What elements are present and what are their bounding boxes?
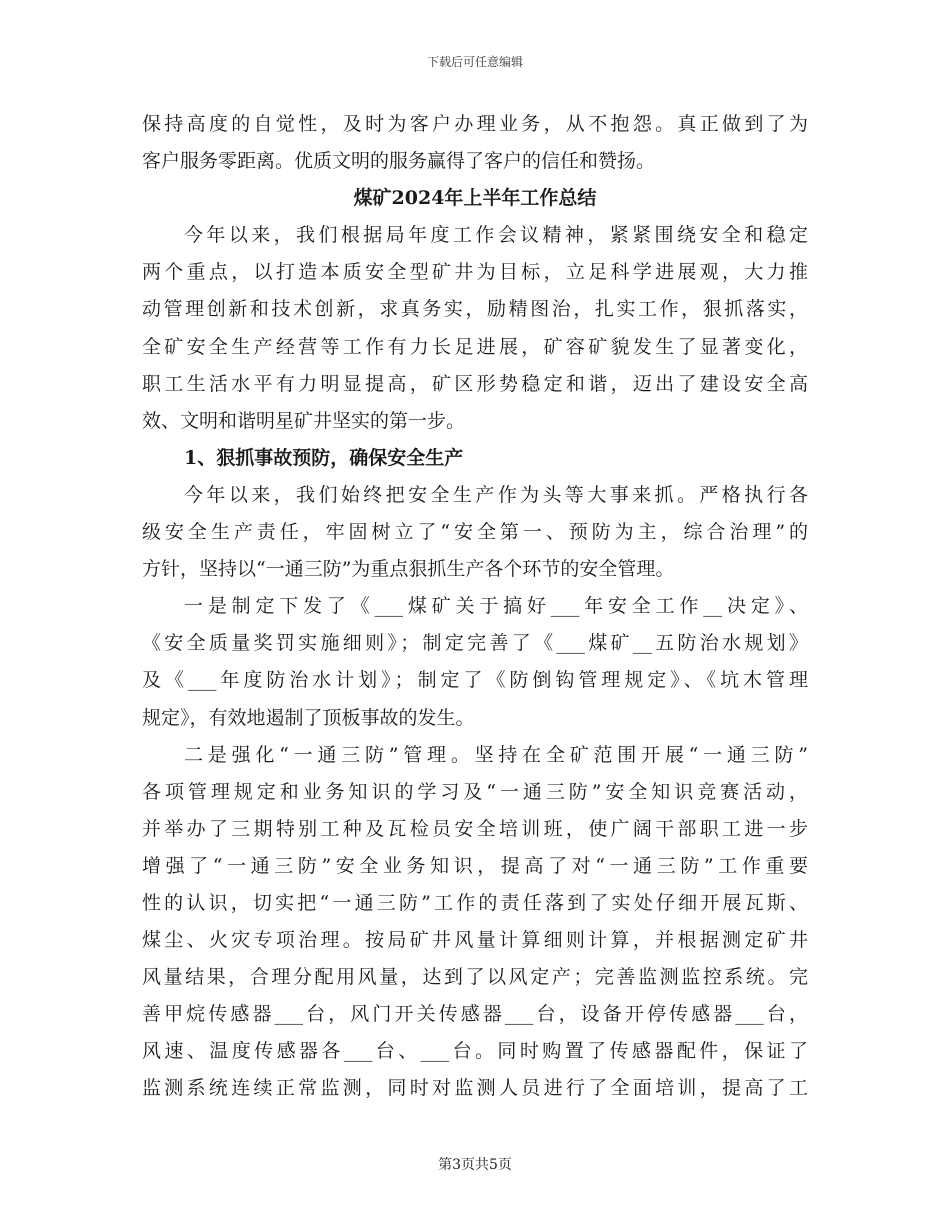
paragraph-line: 职工生活水平有力明显提高，矿区形势稳定和谐，迈出了建设安全高 [142,372,808,395]
paragraph-line: 增强了“一通三防”安全业务知识，提高了对“一通三防”工作重要 [142,854,808,877]
paragraph-line: 监测系统连续正常监测，同时对监测人员进行了全面培训，提高了工 [142,1077,808,1100]
paragraph-line: 风量结果，合理分配用风量，达到了以风定产；完善监测监控系统。完 [142,966,808,989]
page-number: 第3页共5页 [438,1157,512,1173]
paragraph-line: 善甲烷传感器___台，风门开关传感器___台，设备开停传感器___台， [142,1003,808,1026]
paragraph-line: 性的认识，切实把“一通三防”工作的责任落到了实处仔细开展瓦斯、 [142,891,808,914]
paragraph-line: 并举办了三期特别工种及瓦检员安全培训班，使广阔干部职工进一步 [142,817,808,840]
paragraph-line: 效、文明和谐明星矿井坚实的第一步。 [142,409,466,432]
paragraph-line: 及《___年度防治水计划》；制定了《防倒钩管理规定》、《坑木管理 [142,669,808,692]
paragraph-line: 客户服务零距离。优质文明的服务赢得了客户的信任和赞扬。 [142,150,656,173]
document-title: 煤矿2024年上半年工作总结 [353,187,597,210]
paragraph-line: 规定》，有效地遏制了顶板事故的发生。 [142,706,475,729]
paragraph-line: 各项管理规定和业务知识的学习及“一通三防”安全知识竞赛活动， [142,780,808,803]
paragraph-line: 今年以来，我们始终把安全生产作为头等大事来抓。严格执行各 [184,483,808,506]
paragraph-line: 全矿安全生产经营等工作有力长足进展，矿容矿貌发生了显著变化， [142,335,808,358]
paragraph-line: 煤尘、火灾专项治理。按局矿井风量计算细则计算，并根据测定矿井 [142,929,808,952]
document-body [142,106,808,1108]
paragraph-line: 今年以来，我们根据局年度工作会议精神，紧紧围绕安全和稳定 [184,224,808,247]
paragraph-line: 保持高度的自觉性，及时为客户办理业务，从不抱怨。真正做到了为 [142,113,808,135]
paragraph-line: 动管理创新和技术创新，求真务实，励精图治，扎实工作，狠抓落实， [142,298,808,321]
paragraph-line: 两个重点，以打造本质安全型矿井为目标，立足科学进展观，大力推 [142,261,808,284]
page-header-note: 下载后可任意编辑 [426,55,523,69]
paragraph-line: 级安全生产责任，牢固树立了“安全第一、预防为主，综合治理”的 [142,521,808,544]
paragraph-line: 二是强化“一通三防”管理。坚持在全矿范围开展“一通三防” [184,743,808,766]
paragraph-line: 方针，坚持以“一通三防”为重点狠抓生产各个环节的安全管理。 [142,558,675,581]
paragraph-line: 风速、温度传感器各___台、___台。同时购置了传感器配件，保证了 [142,1040,808,1063]
paragraph-line: 一是制定下发了《___煤矿关于搞好___年安全工作__决定》、 [184,595,808,618]
section-heading: 1、狠抓事故预防，确保安全生产 [184,446,464,469]
paragraph-line: 《安全质量奖罚实施细则》；制定完善了《___煤矿__五防治水规划》 [142,632,808,655]
